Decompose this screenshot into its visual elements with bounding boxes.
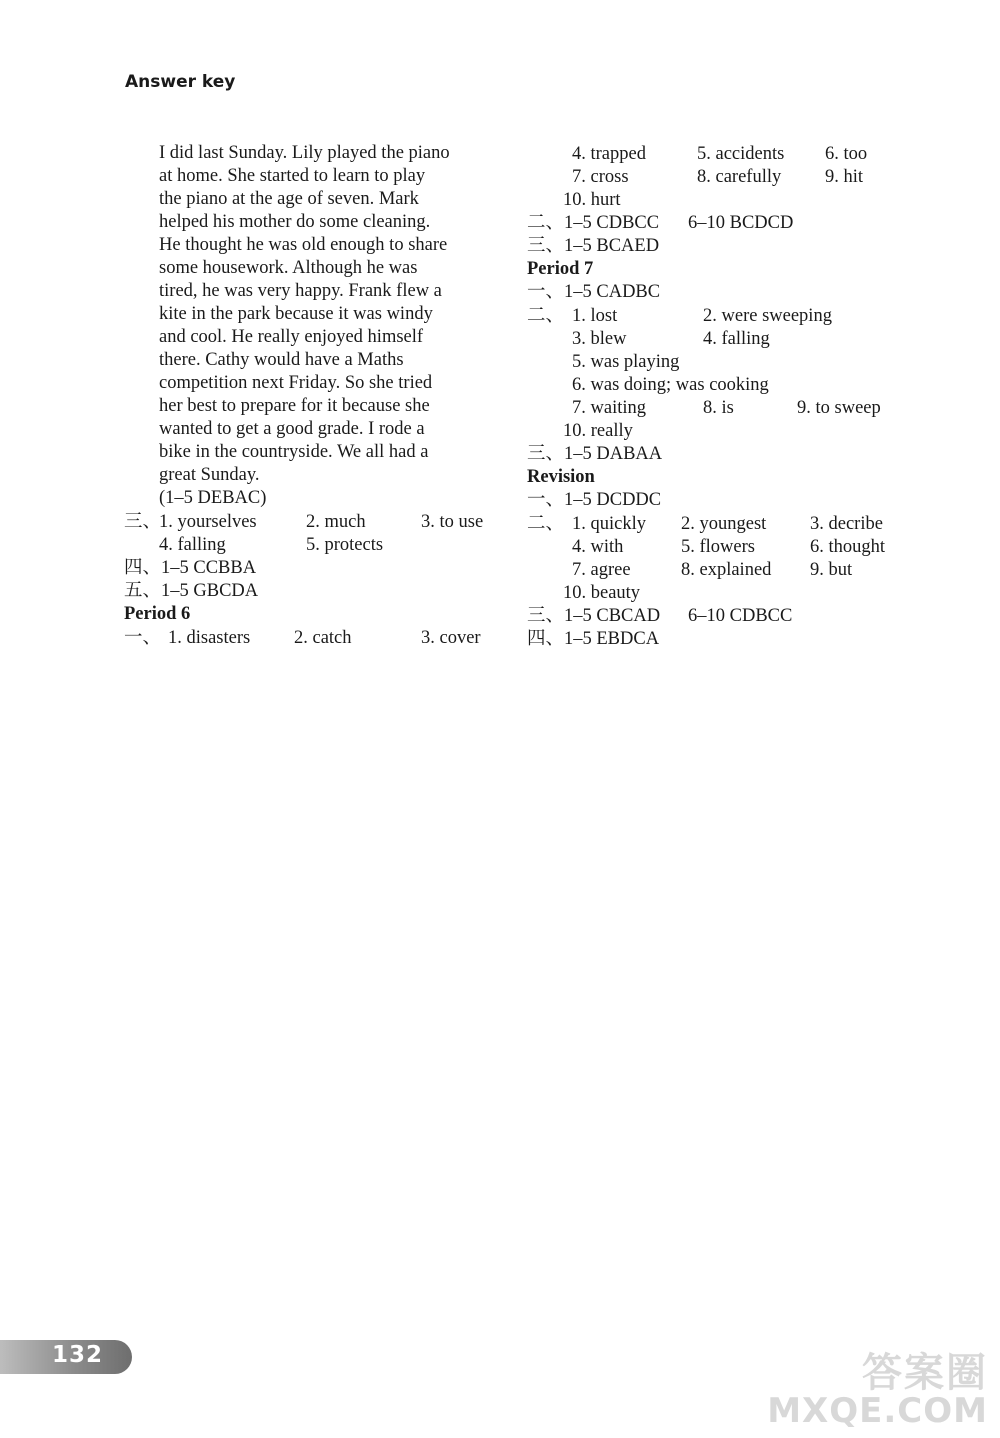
answer-item: 8. is xyxy=(703,398,734,418)
answer-item: 10. beauty xyxy=(563,583,641,603)
passage-line: wanted to get a good grade. I rode a xyxy=(159,419,425,439)
answer-item: 5. protects xyxy=(306,535,384,555)
answer-item: 7. agree xyxy=(572,560,631,580)
answer-item: 10. hurt xyxy=(563,190,621,210)
page-header: Answer key xyxy=(125,72,236,92)
answer-item: 10. really xyxy=(563,421,633,441)
passage-line: at home. She started to learn to play xyxy=(159,166,426,186)
page-number: 132 xyxy=(52,1342,104,1368)
answer-line: 6–10 CDBCC xyxy=(688,606,793,626)
answer-item: 6. was doing; was cooking xyxy=(572,375,769,395)
answer-item: 8. carefully xyxy=(697,167,782,187)
answer-line: 一、1–5 CADBC xyxy=(527,282,661,302)
section-heading: Revision xyxy=(527,467,595,487)
passage-line: bike in the countryside. We all had a xyxy=(159,442,429,462)
answer-item: 2. much xyxy=(306,512,366,532)
passage-line: some housework. Although he was xyxy=(159,258,418,278)
passage-line: kite in the park because it was windy xyxy=(159,304,433,324)
answer-item: 7. waiting xyxy=(572,398,646,418)
answer-item: 1. quickly xyxy=(572,514,646,534)
passage-line: I did last Sunday. Lily played the piano xyxy=(159,143,450,163)
answer-line: 四、1–5 CCBBA xyxy=(124,558,257,578)
watermark xyxy=(767,1352,988,1430)
passage-line: and cool. He really enjoyed himself xyxy=(159,327,424,347)
answer-item: 9. but xyxy=(810,560,853,580)
section-heading: Period 6 xyxy=(124,604,191,624)
answer-item: 5. accidents xyxy=(697,144,785,164)
answer-item: 6. too xyxy=(825,144,868,164)
section-label: 一、 xyxy=(124,628,162,648)
watermark-line: 答案圈 xyxy=(862,1350,988,1396)
answer-item: 4. falling xyxy=(703,329,770,349)
answer-item: 3. to use xyxy=(421,512,484,532)
passage-line: competition next Friday. So she tried xyxy=(159,373,433,393)
answer-item: 2. were sweeping xyxy=(703,306,832,326)
answer-item: 5. flowers xyxy=(681,537,755,557)
answer-item: 4. trapped xyxy=(572,144,646,164)
answer-item: 5. was playing xyxy=(572,352,680,372)
passage-line: great Sunday. xyxy=(159,465,260,485)
answer-line: 四、1–5 EBDCA xyxy=(527,629,660,649)
answer-item: 4. falling xyxy=(159,535,226,555)
answer-item: 2. catch xyxy=(294,628,352,648)
passage-line: helped his mother do some cleaning. xyxy=(159,212,431,232)
answer-item: 9. to sweep xyxy=(797,398,881,418)
answer-line: 三、1–5 BCAED xyxy=(527,236,660,256)
passage-line: there. Cathy would have a Maths xyxy=(159,350,404,370)
answer-item: 3. blew xyxy=(572,329,627,349)
answer-item: 4. with xyxy=(572,537,624,557)
page-number-badge xyxy=(0,1340,132,1374)
answer-item: 2. youngest xyxy=(681,514,767,534)
passage-line: her best to prepare for it because she xyxy=(159,396,430,416)
watermark-line: MXQE.COM xyxy=(767,1391,988,1431)
passage-line: tired, he was very happy. Frank flew a xyxy=(159,281,442,301)
answer-item: 6. thought xyxy=(810,537,886,557)
answer-item: 3. decribe xyxy=(810,514,883,534)
answer-line: 五、1–5 GBCDA xyxy=(124,581,259,601)
section-label: 二、 xyxy=(527,514,565,534)
answer-line: 6–10 BCDCD xyxy=(688,213,794,233)
answer-line: 三、1–5 CBCAD xyxy=(527,606,661,626)
section-label: 三、 xyxy=(124,512,162,532)
answer-item: 8. explained xyxy=(681,560,772,580)
answer-item: 7. cross xyxy=(572,167,629,187)
answer-item: 3. cover xyxy=(421,628,481,648)
answer-line: 三、1–5 DABAA xyxy=(527,444,663,464)
passage-line: the piano at the age of seven. Mark xyxy=(159,189,419,209)
section-heading: Period 7 xyxy=(527,259,594,279)
answer-item: 1. yourselves xyxy=(159,512,257,532)
answer-item: 1. disasters xyxy=(168,628,251,648)
passage-answer: (1–5 DEBAC) xyxy=(159,488,267,508)
answer-line: 二、1–5 CDBCC xyxy=(527,213,660,233)
answer-item: 1. lost xyxy=(572,306,618,326)
section-label: 二、 xyxy=(527,306,565,326)
passage-line: He thought he was old enough to share xyxy=(159,235,448,255)
answer-item: 9. hit xyxy=(825,167,864,187)
answer-line: 一、1–5 DCDDC xyxy=(527,490,662,510)
